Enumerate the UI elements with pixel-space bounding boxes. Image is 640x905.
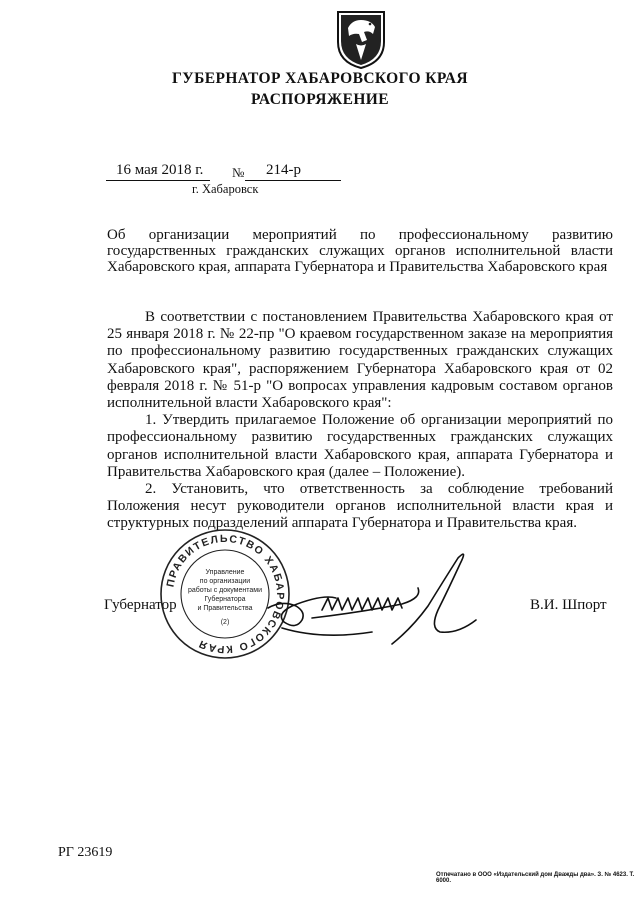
signatory-position: Губернатор <box>104 597 177 613</box>
date-underline <box>106 180 210 181</box>
stamp-line: и Правительства <box>197 605 253 612</box>
printer-imprint: Отпечатано в ООО «Издательский дом Дважды два». З. № 4623. Т. 6000. <box>436 872 635 884</box>
document-date: 16 мая 2018 г. <box>116 162 204 178</box>
stamp-line: Губернатора <box>204 596 246 603</box>
authority-title: ГУБЕРНАТОР ХАБАРОВСКОГО КРАЯ <box>172 70 468 87</box>
document-body <box>107 309 613 533</box>
coat-of-arms-icon <box>334 8 388 70</box>
stamp-ring-text: ПРАВИТЕЛЬСТВО ХАБАРОВСКОГО КРАЯ <box>164 532 287 656</box>
document-number: 214-р <box>266 162 301 178</box>
document-city: г. Хабаровск <box>192 182 259 196</box>
handwritten-signature <box>262 548 494 654</box>
registration-number: РГ 23619 <box>58 845 113 860</box>
body-paragraph: 1. Утвердить прилагаемое Положение об организации мероприятий по профессиональному развитию государственных гражданских служащих органов исполнительной власти Хабаровского края, аппарата Губернатора и Правительства Хабаровского края (далее – Положение). <box>107 412 613 480</box>
stamp-line: по организации <box>199 578 251 585</box>
number-label: № <box>232 165 245 180</box>
number-underline <box>245 180 341 181</box>
body-paragraph: 2. Установить, что ответственность за соблюдение требований Положения несут руководители органов исполнительной власти края и структурных подразделений аппарата Губернатора и Правительства края. <box>107 481 613 532</box>
signatory-name: В.И. Шпорт <box>530 597 607 613</box>
stamp-number: (2) <box>220 619 230 626</box>
body-paragraph: В соответствии с постановлением Правительства Хабаровского края от 25 января 2018 г. № 22-пр "О краевом государственном заказе на мероприятия по профессиональному развитию государственных гражданских служащих Хабаровского края", распоряжением Губернатора Хабаровского края от 02 февраля 2018 г. № 51-р "О вопросах управления кадровым составом органов исполнительной власти Хабаровского края": <box>107 309 613 412</box>
document-subject: Об организации мероприятий по профессиональному развитию государственных гражданских служащих органов исполнительной власти Хабаровского края, аппарата Губернатора и Правительства Хабаровского края <box>107 227 613 275</box>
document-type: РАСПОРЯЖЕНИЕ <box>250 91 390 108</box>
stamp-line: Управление <box>205 569 245 576</box>
stamp-line: работы с документами <box>187 587 263 594</box>
